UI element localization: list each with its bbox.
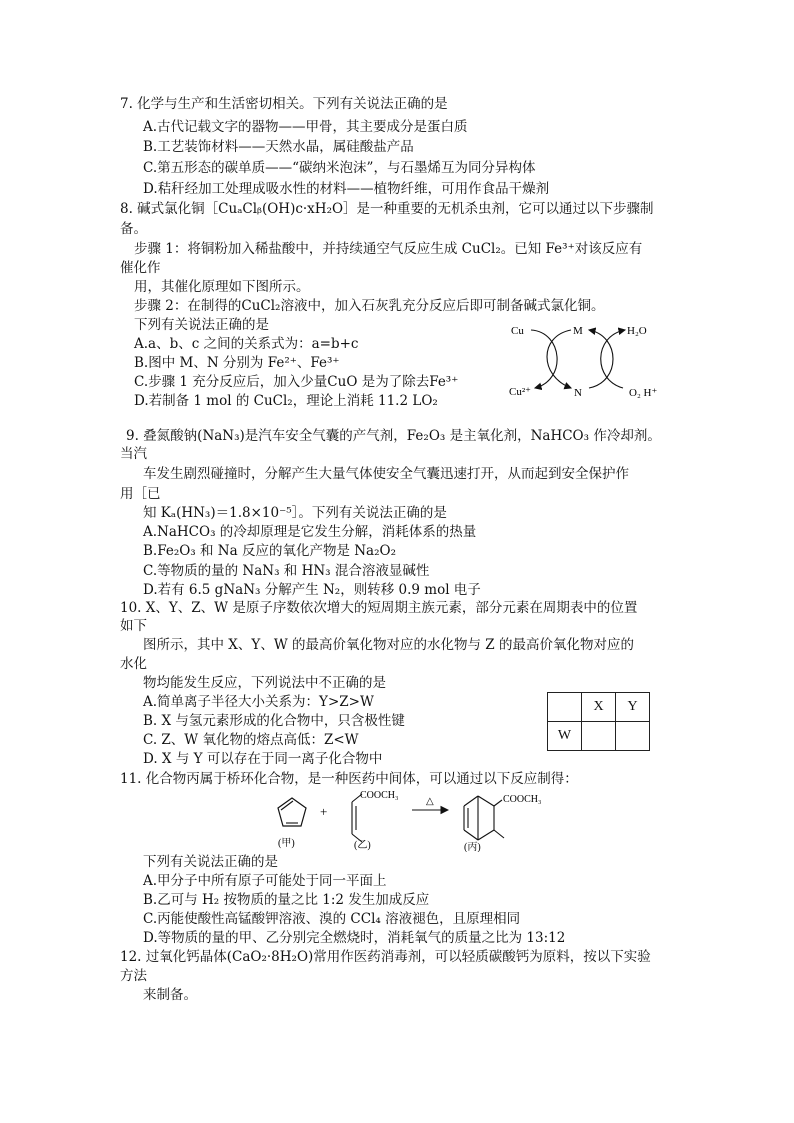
q8-option-d: D.若制备 1 mol 的 CuCl₂，理论上消耗 11.2 LO₂ [134,393,438,409]
cu2-label: Cu²⁺ [509,386,531,398]
table-cell: X [582,693,616,722]
q10-option-c: C. Z、W 氧化物的熔点高低：Z<W [143,732,359,748]
table-cell [582,722,616,751]
table-row [548,722,650,751]
n-label: N [574,387,582,399]
cyclopentadiene-structure [278,798,306,826]
q8-step1-3: 用，其催化原理如下图所示。 [134,279,310,295]
q12-stem-1: 12. 过氧化钙晶体(CaO₂·8H₂O)常用作医药消毒剂，可以轻质碳酸钙为原料，按以下实验 [120,949,651,965]
q10-stem-3: 图所示，其中 X、Y、W 的最高价氧化物对应的水化物与 Z 的最高价氧化物对应的 [143,637,634,653]
q8-stem-2: 备。 [120,221,147,237]
q8-ask: 下列有关说法正确的是 [134,317,269,333]
q9-stem-3: 车发生剧烈碰撞时，分解产生大量气体使安全气囊迅速打开，从而起到安全保护作 [143,466,629,482]
h2o-label: H₂O [627,325,647,337]
cu-label: Cu [511,325,524,337]
heat-symbol: △ [426,796,434,807]
q7-option-d: D.秸秆经加工处理成吸水性的材料——植物纤维，可用作食品干燥剂 [143,181,550,197]
plus-sign: + [320,804,328,819]
q11-option-a: A.甲分子中所有原子可能处于同一平面上 [143,873,387,889]
label-jia: (甲) [278,838,295,849]
periodic-table-fragment [547,692,650,751]
q8-option-a: A.a、b、c 之间的关系式为：a=b+c [134,336,359,352]
q10-stem-1: 10. X、Y、Z、W 是原子序数依次增大的短周期主族元素，部分元素在周期表中的位置 [120,600,638,616]
q9-option-c: C.等物质的量的 NaN₃ 和 HN₃ 混合溶液显碱性 [143,563,430,579]
reaction-scheme [270,786,570,852]
table-cell: W [548,722,582,751]
table-row [548,693,650,722]
q10-option-d: D. X 与 Y 可以存在于同一离子化合物中 [143,751,383,767]
q11-option-b: B.乙可与 H₂ 按物质的量之比 1:2 发生加成反应 [143,892,430,908]
label-bing: (丙) [464,842,481,852]
q9-stem-1: 9. 叠氮酸钠(NaN₃)是汽车安全气囊的产气剂，Fe₂O₃ 是主氧化剂，NaHCO₃ 作冷却剂。 [126,428,661,444]
q9-stem-5: 知 Kₐ(HN₃)＝1.8×10⁻⁵］。下列有关说法正确的是 [143,505,447,521]
q9-stem-2: 当汽 [120,446,147,462]
label-yi: (乙) [354,840,371,851]
q7-stem: 7. 化学与生产和生活密切相关。下列有关说法正确的是 [120,96,448,112]
q9-option-b: B.Fe₂O₃ 和 Na 反应的氧化产物是 Na₂O₂ [143,543,396,559]
table-cell: Y [616,693,650,722]
methyl-methacrylate-structure [352,794,362,842]
q11-ask: 下列有关说法正确的是 [143,854,278,870]
q7-option-a: A.古代记载文字的器物——甲骨，其主要成分是蛋白质 [143,119,468,135]
ester-label-2: COOCH₃ [503,794,542,805]
q7-option-c: C.第五形态的碳单质——“碳纳米泡沫”，与石墨烯互为同分异构体 [143,160,536,176]
q11-stem: 11. 化合物丙属于桥环化合物，是一种医药中间体，可以通过以下反应制得： [120,771,578,787]
q8-step2: 步骤 2：在制得的CuCl₂溶液中，加入石灰乳充分反应后即可制备碱式氯化铜。 [134,298,605,314]
q10-option-b: B. X 与氢元素形成的化合物中，只含极性键 [143,713,405,729]
ester-label-1: COOCH₃ [360,790,399,801]
catalysis-cycle-diagram [505,318,680,403]
q9-option-a: A.NaHCO₃ 的冷却原理是它发生分解，消耗体系的热量 [143,524,477,540]
q11-option-d: D.等物质的量的甲、乙分别完全燃烧时，消耗氧气的质量之比为 13:12 [143,930,566,946]
q11-option-c: C.丙能使酸性高锰酸钾溶液、溴的 CCl₄ 溶液褪色，且原理相同 [143,911,521,927]
o2h-label: O₂ H⁺ [629,387,658,399]
q10-stem-5: 物均能发生反应，下列说法中不正确的是 [143,675,386,691]
q12-stem-2: 方法 [120,968,147,984]
table-cell [616,722,650,751]
q8-step1-1: 步骤 1：将铜粉加入稀盐酸中，并持续通空气反应生成 CuCl₂。已知 Fe³⁺对该反应有 [134,241,643,257]
m-label: M [573,325,583,337]
q10-stem-4: 水化 [120,656,147,672]
q9-option-d: D.若有 6.5 gNaN₃ 分解产生 N₂，则转移 0.9 mol 电子 [143,582,481,598]
q7-option-b: B.工艺装饰材料——天然水晶，属硅酸盐产品 [143,139,414,155]
table-cell [548,693,582,722]
q8-option-b: B.图中 M、N 分别为 Fe²⁺、Fe³⁺ [134,355,340,371]
q10-option-a: A.简单离子半径大小关系为：Y>Z>W [143,694,374,710]
q8-stem-1: 8. 碱式氯化铜［CuₐClᵦ(OH)c·xH₂O］是一种重要的无机杀虫剂，它可以通过以下步骤制 [120,201,654,217]
q8-option-c: C.步骤 1 充分反应后，加入少量CuO 是为了除去Fe³⁺ [134,374,459,390]
q9-stem-4: 用［已 [120,486,161,502]
q8-step1-2: 催化作 [120,260,161,276]
q12-stem-3: 来制备。 [143,987,197,1003]
q10-stem-2: 如下 [120,618,147,634]
bicyclic-product-structure [464,796,504,840]
